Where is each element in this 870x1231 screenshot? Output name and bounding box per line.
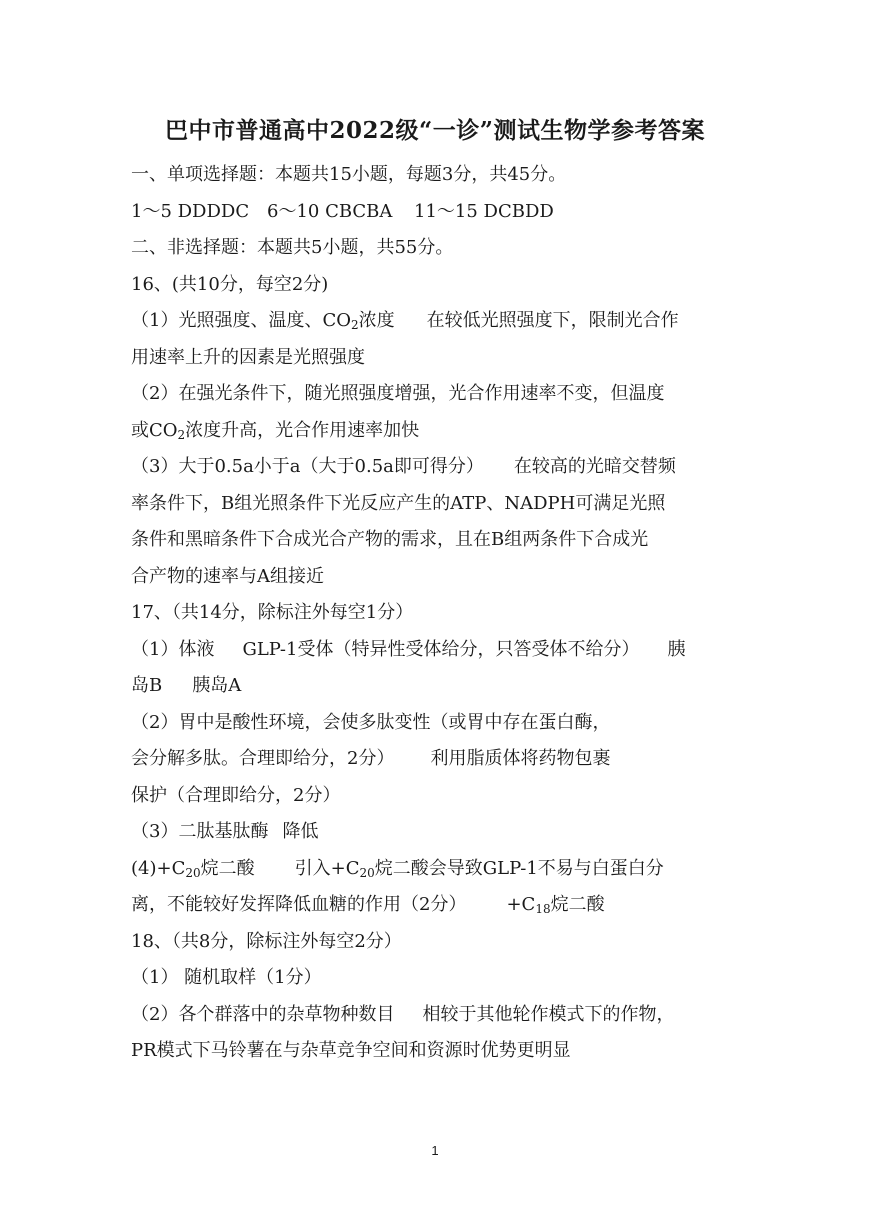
part2-heading: 二、非选择题：本题共5小题，共55分。: [131, 237, 454, 258]
q18-header: 18、（共8分，除标注外每空2分）: [131, 930, 402, 952]
q16-header: 16、(共10分，每空2分): [131, 273, 329, 295]
q16-a3-text: （3）大于0.5a小于a（大于0.5a即可得分）: [131, 456, 484, 477]
q16-answer-1-line-2: 用速率上升的因素是光照强度: [131, 346, 365, 368]
q17-a1-text: 胰: [667, 638, 686, 660]
q16-a1-text: 在较低光照强度下，限制光合作: [426, 310, 679, 331]
q18-a2-text: 相较于其他轮作模式下的作物，: [422, 1003, 675, 1025]
q17-a4-text: 引入+C: [294, 857, 360, 879]
q17-a4-text: 烷二酸会导致GLP-1不易与白蛋白分: [374, 857, 664, 879]
q17-a4-text: (4)+C: [131, 857, 186, 879]
q18-answer-1: （1） 随机取样（1分）: [131, 967, 322, 988]
q16-answer-2-line-1: （2）在强光条件下，随光照强度增强，光合作用速率不变，但温度: [131, 383, 665, 404]
q17-header: 17、（共14分，除标注外每空1分）: [131, 602, 414, 623]
q17-a1-text: GLP-1受体（特异性受体给分，只答受体不给分）: [242, 638, 640, 660]
q17-answer-3: [131, 814, 739, 851]
q17-a1-text: 岛B: [131, 675, 163, 696]
q16-answer-3-line-1: [131, 449, 739, 486]
subscript: 2: [350, 318, 359, 332]
q16-answer-3-line-4: 合产物的速率与A组接近: [131, 565, 324, 587]
subscript: 20: [185, 865, 201, 880]
q18-answer-2-line-2: PR模式下马铃薯在与杂草竞争空间和资源时优势更明显: [131, 1040, 571, 1061]
subscript: 18: [535, 902, 551, 916]
q17-a1-text: 胰岛A: [192, 675, 242, 696]
q16-a2-text: 或CO: [131, 419, 178, 441]
q17-a3-text: 降低: [282, 821, 319, 842]
q17-a4-text: 烷二酸: [550, 894, 605, 915]
q17-answer-4-line-2: [131, 887, 739, 924]
answer-body: [131, 157, 739, 1070]
q16-answer-3-line-2: 率条件下，B组光照条件下光反应产生的ATP、NADPH可满足光照: [131, 492, 666, 514]
answers-1-5: 1～5 DDDDC: [131, 200, 250, 222]
q16-a3-text: 在较高的光暗交替频: [513, 456, 676, 477]
q17-answer-1-line-1: [131, 632, 739, 669]
q17-answer-4-line-1: [131, 851, 739, 888]
q17-answer-2-line-3: 保护（合理即给分，2分）: [131, 784, 341, 806]
q17-answer-2-line-1: （2）胃中是酸性环境，会使多肽变性（或胃中存在蛋白酶，: [131, 711, 611, 733]
q16-answer-2-line-2: [131, 413, 739, 450]
subscript: 20: [359, 865, 375, 880]
q17-answer-1-line-2: [131, 668, 739, 705]
answers-6-10: 6～10 CBCBA: [267, 200, 393, 222]
q17-a1-text: （1）体液: [131, 638, 215, 660]
q16-answer-1-line-1: [131, 303, 739, 340]
q17-a2-text: 会分解多肽。合理即给分，2分）: [131, 748, 395, 769]
document-title: 巴中市普通高中2022级“一诊”测试生物学参考答案: [165, 117, 705, 144]
q16-a1-text: 浓度: [358, 310, 395, 331]
q17-a4-text: 烷二酸: [200, 857, 255, 879]
q17-answer-2-line-2: [131, 741, 739, 778]
q17-a4-text: +C: [506, 894, 536, 915]
q17-a2-text: 利用脂质体将药物包裹: [430, 748, 611, 769]
part1-heading: 一、单项选择题：本题共15小题，每题3分，共45分。: [131, 164, 567, 185]
q16-a2-text: 浓度升高，光合作用速率加快: [185, 419, 420, 441]
q16-a1-text: （1）光照强度、温度、CO: [131, 310, 351, 331]
q18-answer-2-line-1: [131, 997, 739, 1034]
q18-a2-text: （2）各个群落中的杂草物种数目: [131, 1003, 395, 1025]
choice-answers: [131, 194, 739, 231]
subscript: 2: [177, 427, 186, 442]
q16-answer-3-line-3: 条件和黑暗条件下合成光合产物的需求，且在B组两条件下合成光: [131, 529, 649, 550]
page-number: 1: [431, 1143, 439, 1158]
answers-11-15: 11～15 DCBDD: [414, 200, 554, 222]
q17-a3-text: （3）二肽基肽酶: [131, 821, 269, 842]
q17-a4-text: 离，不能较好发挥降低血糖的作用（2分）: [131, 894, 467, 915]
